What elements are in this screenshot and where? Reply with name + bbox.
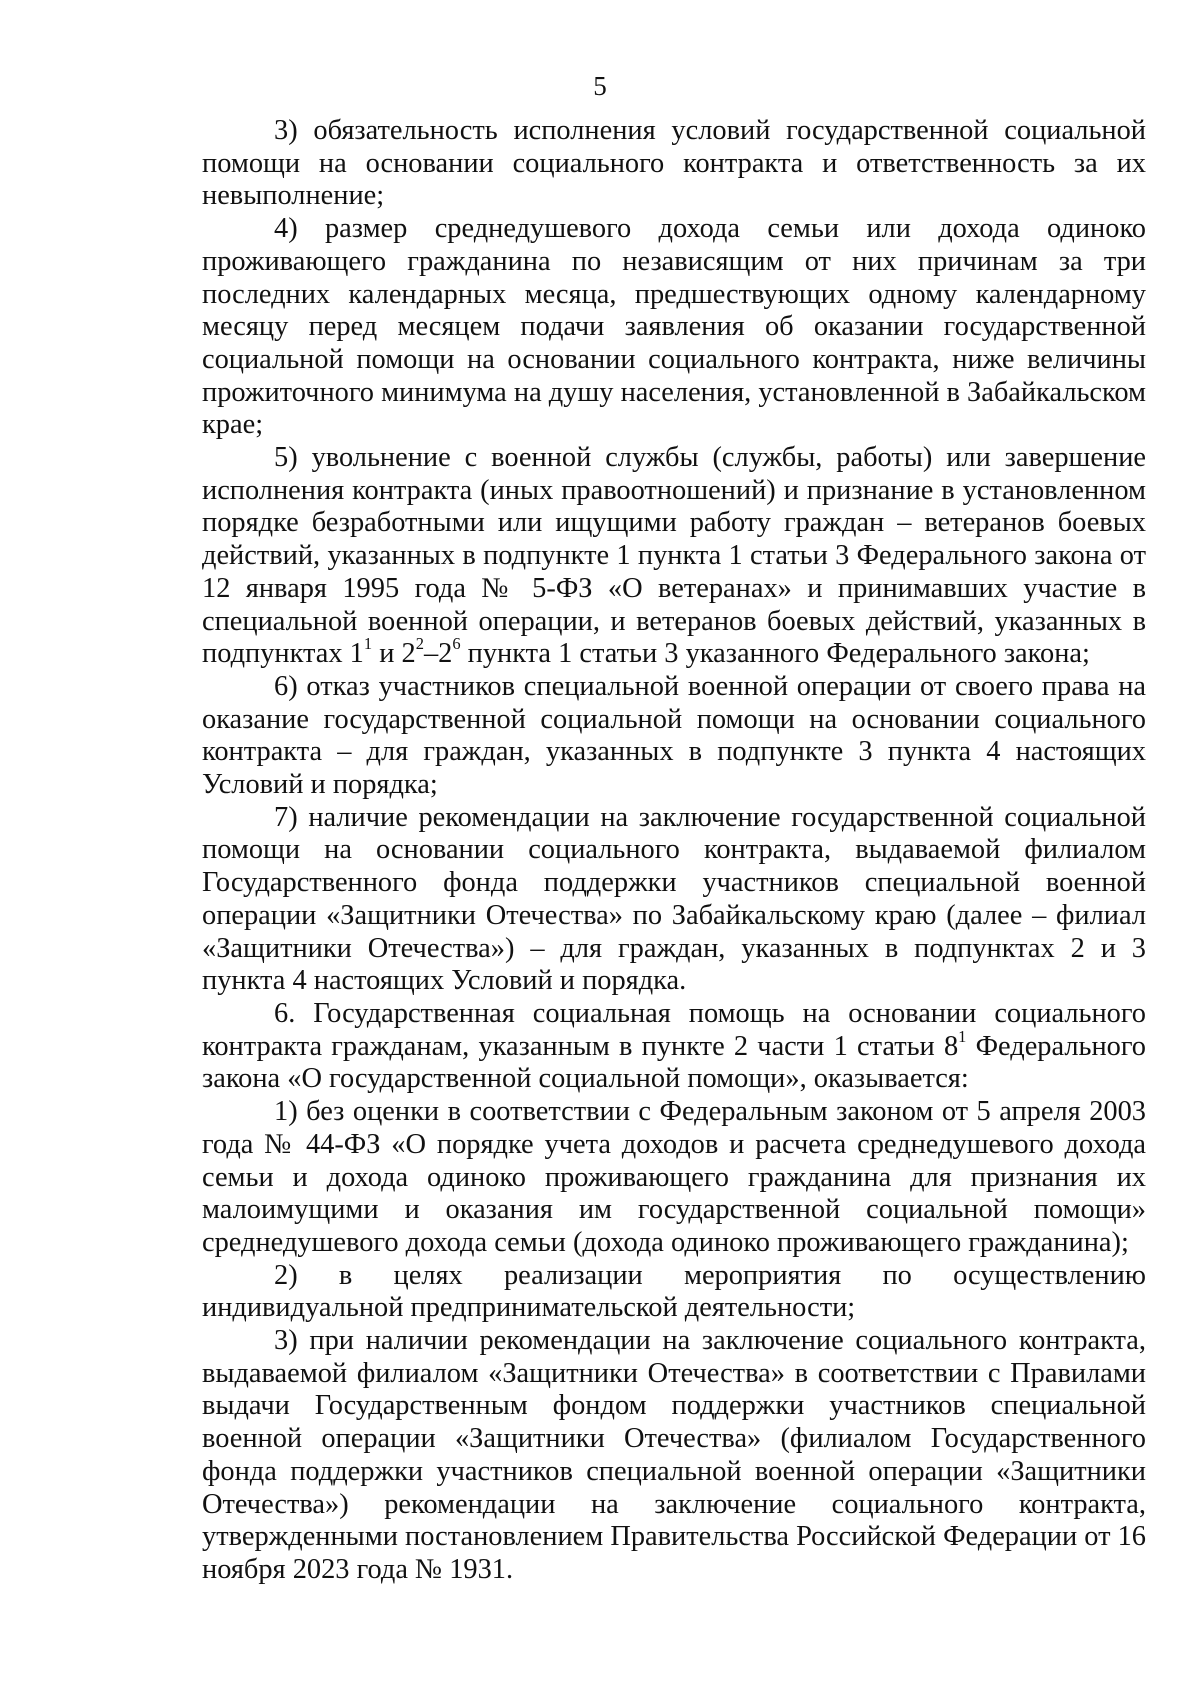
paragraph-text: 2) в целях реализации мероприятия по осуществлению индивидуальной предпринимательской деятельности; <box>202 1259 1146 1324</box>
superscript: 2 <box>415 634 424 654</box>
paragraph-text: 3) обязательность исполнения условий государственной социальной помощи на основании социального контракта и ответственность за их невыполнение; <box>202 115 1146 212</box>
paragraph-text: 7) наличие рекомендации на заключение государственной социальной помощи на основании социального контракта, выдаваемой филиалом Государственного фонда поддержки участников специальной военной операции «Защитники Отечества» по Забайкальскому краю (далее – филиал «Защитники Отечества») – для граждан, указанных в подпунктах 2 и 3 пункта 4 настоящих Условий и порядка. <box>202 801 1146 997</box>
page-number: 5 <box>593 71 607 101</box>
paragraph-text: 4) размер среднедушевого дохода семьи или дохода одиноко проживающего гражданина по независящим от них причинам за три последних календарных месяца, предшествующих одному календарному месяцу перед месяцем подачи заявления об оказании государственной социальной помощи на основании социального контракта, ниже величины прожиточного минимума на душу населения, установленной в Забайкальском крае; <box>202 213 1147 441</box>
paragraph-p1 <box>202 115 1146 213</box>
paragraph-text: пункта 1 статьи 3 указанного Федерального закона; <box>460 638 1090 670</box>
superscript: 1 <box>958 1026 967 1046</box>
paragraph-p2 <box>202 213 1146 442</box>
paragraph-p7 <box>202 1096 1146 1260</box>
paragraph-p3 <box>202 442 1146 671</box>
paragraph-p8 <box>202 1260 1146 1325</box>
paragraph-text: Федерального закона «О государственной социальной помощи», оказывается: <box>202 1030 1146 1095</box>
paragraph-text: 5) увольнение с военной службы (службы, работы) или завершение исполнения контракта (иных правоотношений) и признание в установленном порядке безработными или ищущими работу граждан – ветеранов боевых действий, указанных в подпункте 1 пункта 1 статьи 3 Федерального закона от 12 января 1995 года № 5-ФЗ «О ветеранах» и принимавших участие в специальной военной операции, и ветеранов боевых действий, указанных в подпунктах 1 <box>202 442 1146 670</box>
paragraph-text: 6) отказ участников специальной военной операции от своего права на оказание государственной социальной помощи на основании социального контракта – для граждан, указанных в подпункте 3 пункта 4 настоящих Условий и порядка; <box>202 670 1146 801</box>
paragraph-p5 <box>202 802 1146 998</box>
paragraph-text: 6. Государственная социальная помощь на основании социального контракта гражданам, указанным в пункте 2 части 1 статьи 8 <box>202 997 1146 1062</box>
superscript: 6 <box>452 634 461 654</box>
paragraph-text: и 2 <box>372 638 416 670</box>
paragraph-text: 3) при наличии рекомендации на заключение социального контракта, выдаваемой филиалом «Защитники Отечества» в соответствии с Правилами выдачи Государственным фондом поддержки участников специальной военной операции «Защитники Отечества» (филиалом Государственного фонда поддержки участников специальной военной операции «Защитники Отечества») рекомендации на заключение социального контракта, утвержденными постановлением Правительства Российской Федерации от 16 ноября 2023 года № 1931. <box>202 1325 1146 1585</box>
paragraph-text: –2 <box>423 638 453 670</box>
document-body <box>202 115 1146 1587</box>
paragraph-p6 <box>202 998 1146 1096</box>
superscript: 1 <box>363 634 373 654</box>
paragraph-p4 <box>202 671 1146 802</box>
paragraph-text: 1) без оценки в соответствии с Федеральным законом от 5 апреля 2003 года № 44-ФЗ «О порядке учета доходов и расчета среднедушевого дохода семьи и дохода одиноко проживающего гражданина для признания их малоимущими и оказания им государственной социальной помощи» среднедушевого дохода семьи (дохода одиноко проживающего гражданина); <box>202 1096 1146 1258</box>
paragraph-p9 <box>202 1325 1146 1587</box>
